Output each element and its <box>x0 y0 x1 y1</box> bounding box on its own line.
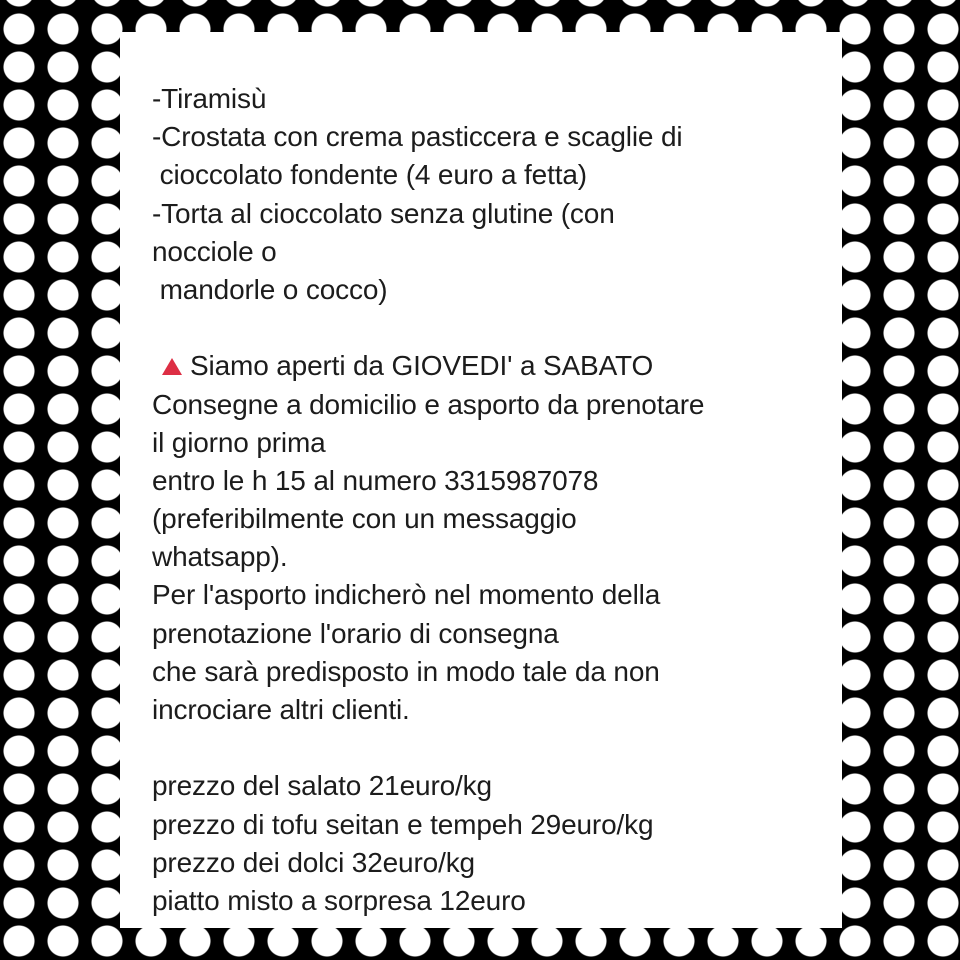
menu-item: nocciole o <box>152 235 277 267</box>
info-line: Consegne a domicilio e asporto da prenotare <box>152 388 705 420</box>
price-line: prezzo di tofu seitan e tempeh 29euro/kg <box>152 808 654 840</box>
price-line: prezzo dei dolci 32euro/kg <box>152 846 475 878</box>
info-line: prenotazione l'orario di consegna <box>152 617 559 649</box>
menu-item: -Tiramisù <box>152 83 267 114</box>
info-line: entro le h 15 al numero 3315987078 <box>152 464 599 496</box>
info-line: (preferibilmente con un messaggio <box>152 503 577 535</box>
spacer <box>152 729 842 767</box>
info-line: il giorno prima <box>152 426 326 458</box>
red-triangle-icon <box>162 358 182 375</box>
info-line: incrociare altri clienti. <box>152 694 410 725</box>
menu-item: cioccolato fondente (4 euro a fetta) <box>152 159 587 191</box>
text-card <box>120 32 842 928</box>
price-line: piatto misto a sorpresa 12euro <box>152 884 526 916</box>
menu-item: -Torta al cioccolato senza glutine (con <box>152 197 615 229</box>
price-line: prezzo del salato 21euro/kg <box>152 770 492 802</box>
menu-item: -Crostata con crema pasticcera e scaglie di <box>152 121 683 153</box>
info-line: che sarà predisposto in modo tale da non <box>152 655 660 687</box>
info-line: whatsapp). <box>152 541 288 573</box>
info-line: Per l'asporto indicherò nel momento della <box>152 579 661 611</box>
opening-days <box>152 347 842 385</box>
menu-item: mandorle o cocco) <box>152 273 388 305</box>
opening-days-text: Siamo aperti da GIOVEDI' a SABATO <box>190 350 654 382</box>
spacer <box>152 309 842 347</box>
